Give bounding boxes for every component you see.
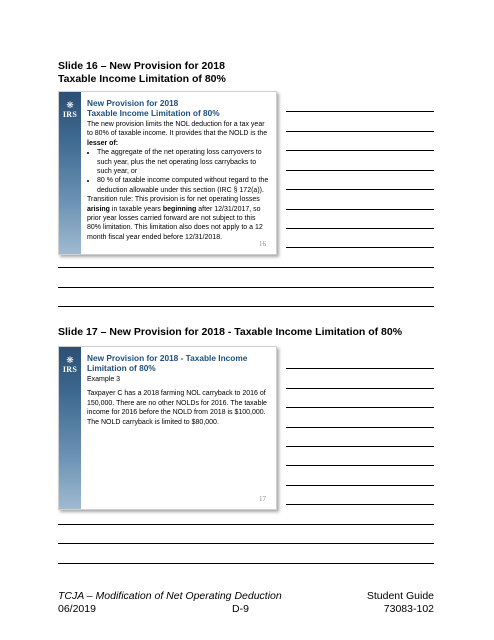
note-line: [58, 543, 434, 544]
note-line: [286, 465, 434, 466]
note-line: [58, 524, 434, 525]
note-line: [286, 111, 434, 112]
note-line: [286, 407, 434, 408]
slide-16-content: [87, 98, 270, 242]
slide-16-bullet: • The aggregate of the net operating loss carryovers to such year, plus the net operating loss carrybacks to such year, or: [97, 148, 270, 176]
note-line: [58, 306, 434, 307]
slide-17-example-text: Taxpayer C has a 2018 farming NOL carryback to 2016 of 150,000. There are no other NOLDs for 2016. The taxable income for 2016 before the NOLD from 2018 is $100,000. The NOLD carryback is limited to $80,000.: [87, 390, 267, 426]
footer-document-code: 73083-102: [383, 603, 434, 615]
slide-16-page-number: 16: [259, 240, 266, 248]
note-line: [286, 504, 434, 505]
slide-16-bullet: • 80 % of taxable income computed without regard to the deduction allowable under this section (IRC § 172(a)).: [97, 176, 270, 195]
note-line: [286, 485, 434, 486]
eagle-icon: ❋: [66, 355, 74, 365]
footer-course-title: TCJA – Modification of Net Operating Deduction: [58, 590, 282, 602]
note-line: [286, 388, 434, 389]
slide-16-heading-line2: Taxable Income Limitation of 80%: [58, 73, 226, 85]
eagle-icon: ❋: [66, 100, 74, 110]
slide-17-content: [87, 353, 270, 427]
slide-16-bullets: [87, 148, 270, 195]
slide-16-title: New Provision for 2018 Taxable Income Limitation of 80%: [87, 98, 220, 118]
slide-16-heading-line1: Slide 16 – New Provision for 2018: [58, 60, 225, 72]
slide-17-thumbnail: [58, 346, 277, 510]
note-line: [286, 131, 434, 132]
note-line: [286, 368, 434, 369]
slide-17-page-number: 17: [259, 495, 266, 503]
note-line: [286, 446, 434, 447]
slide-16-transition-rule: Transition rule: This provision is for net operating losses arising in taxable years beginning after 12/31/2017, so prior year losses carried forward are not subject to this 80% limitation. This limitation also does not apply to a 12 month fiscal year ended before 12/31/2018.: [87, 196, 263, 241]
slide-16-heading: [58, 60, 226, 86]
note-line: [58, 267, 434, 268]
note-line: [286, 247, 434, 248]
footer-guide-label: Student Guide: [366, 590, 434, 602]
note-line: [286, 427, 434, 428]
irs-logo: ❋ IRS: [60, 100, 80, 119]
slide-17-example-label: Example 3: [87, 376, 121, 383]
footer-date: 06/2019: [58, 603, 96, 615]
note-line: [286, 150, 434, 151]
footer-page-number: D-9: [232, 603, 249, 615]
note-line: [286, 228, 434, 229]
slide-17-heading: Slide 17 – New Provision for 2018 - Taxable Income Limitation of 80%: [58, 326, 403, 338]
slide-17-title: New Provision for 2018 - Taxable Income Limitation of 80%: [87, 353, 248, 373]
note-line: [286, 170, 434, 171]
irs-logo: ❋ IRS: [60, 355, 80, 374]
slide-16-intro: The new provision limits the NOL deduction for a tax year to 80% of taxable income. It provides that the NOLD is the lesser of:: [87, 121, 268, 147]
slide-16-thumbnail: [58, 91, 277, 255]
note-line: [58, 563, 434, 564]
note-line: [58, 287, 434, 288]
note-line: [286, 189, 434, 190]
note-line: [286, 209, 434, 210]
